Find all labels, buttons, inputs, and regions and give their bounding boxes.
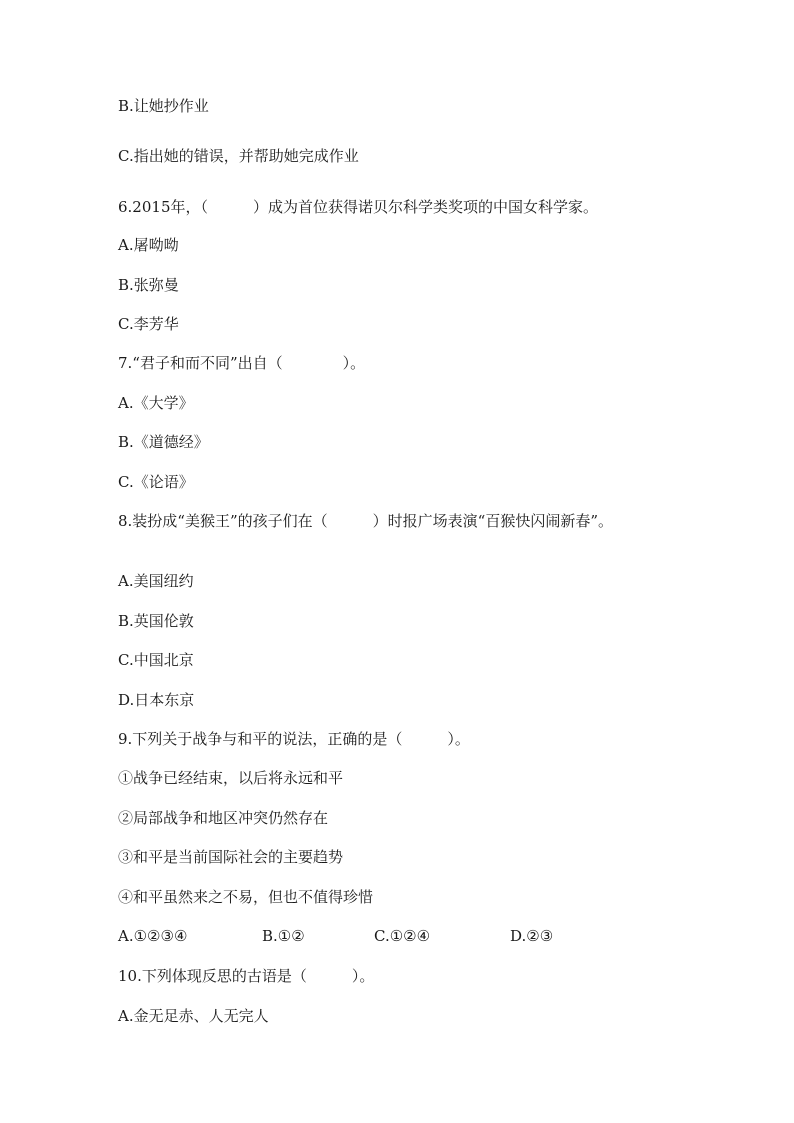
q5-option-b: B.让她抄作业 [118,97,209,115]
q9-option-b: B.①② [262,927,305,945]
question-6: 6.2015年，（ ）成为首位获得诺贝尔科学类奖项的中国女科学家。 [118,198,598,216]
question-10: 10.下列体现反思的古语是（ ）。 [118,967,375,985]
q8-option-b: B.英国伦敦 [118,612,194,630]
q7-option-b: B.《道德经》 [118,433,209,451]
q6-option-b: B.张弥曼 [118,276,179,294]
q7-option-a: A.《大学》 [118,394,194,412]
q9-option-a: A.①②③④ [118,927,188,945]
q6-option-c: C.李芳华 [118,315,179,333]
q5-option-c: C.指出她的错误，并帮助她完成作业 [118,147,359,165]
q8-option-c: C.中国北京 [118,651,194,669]
q9-statement-3: ③和平是当前国际社会的主要趋势 [118,848,344,866]
q6-option-a: A.屠呦呦 [118,236,179,254]
q8-option-d: D.日本东京 [118,691,195,709]
q10-option-a: A.金无足赤、人无完人 [118,1007,269,1025]
q9-option-d: D.②③ [510,927,554,945]
q9-statement-2: ②局部战争和地区冲突仍然存在 [118,809,329,827]
q8-option-a: A.美国纽约 [118,572,194,590]
question-9: 9.下列关于战争与和平的说法，正确的是（ ）。 [118,730,470,748]
question-7: 7.“君子和而不同”出自（ ）。 [118,354,366,372]
q9-options-row [118,926,638,946]
q9-statement-4: ④和平虽然来之不易，但也不值得珍惜 [118,888,374,906]
question-8: 8.装扮成“美猴王”的孩子们在（ ）时报广场表演“百猴快闪闹新春”。 [118,512,613,530]
q7-option-c: C.《论语》 [118,473,194,491]
q9-option-c: C.①②④ [374,927,431,945]
q9-statement-1: ①战争已经结束，以后将永远和平 [118,769,344,787]
